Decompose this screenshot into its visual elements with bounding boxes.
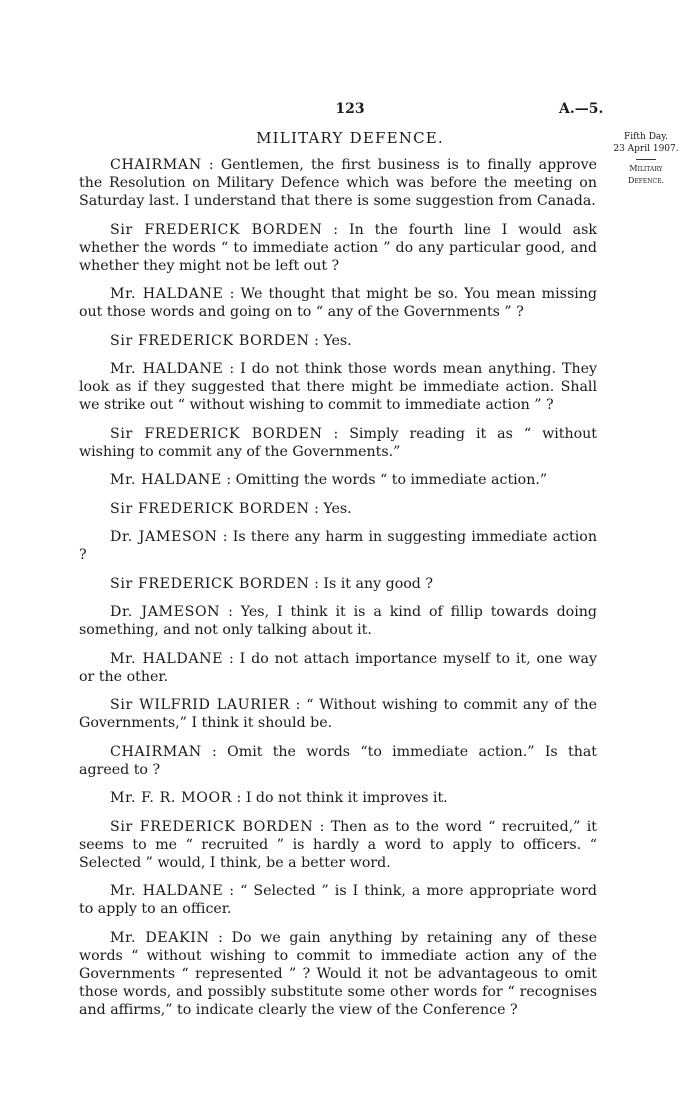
speech-text: Yes. xyxy=(323,500,352,517)
paragraph: Sir FREDERICK BORDEN : Yes. xyxy=(110,500,352,517)
paragraph: Sir FREDERICK BORDEN : In the fourth line I would ask whether the words “ to immediate action ” do any particular good, and whether they might not be left out ? xyxy=(79,221,597,274)
speaker-name: Sir WILFRID LAURIER xyxy=(110,697,290,713)
speech-text: Then as to the word “ recruited,” it seems to me “ recruited ” is hardly a word to apply to officers. “ Selected ” would, I think, be a better word. xyxy=(79,818,598,871)
speech-text: Yes. xyxy=(323,332,352,349)
speaker-name: Sir FREDERICK BORDEN xyxy=(110,425,323,442)
speech-text: I do not attach importance myself to it, one way or the other. xyxy=(79,650,597,685)
speech-text: “ Selected ” is I think, a more appropriate word to apply to an officer. xyxy=(79,883,597,917)
margin-note-topic-2: Defence. xyxy=(627,176,665,185)
paragraph: Dr. JAMESON : Yes, I think it is a kind of fillip towards doing something, and not only talking about it. xyxy=(79,604,597,638)
speaker-name: Mr. HALDANE xyxy=(110,472,222,488)
paragraph: CHAIRMAN : Omit the words “to immediate action.” Is that agreed to ? xyxy=(79,743,597,778)
paragraph: Mr. HALDANE : I do not think those words mean anything. They look as if they suggested that there might be immediate action. Shall we strike out “ without wishing to commit to immediate action ” ? xyxy=(79,361,597,413)
speaker-name: Mr. HALDANE xyxy=(110,650,224,667)
speech-text: We thought that might be so. You mean missing out those words and going on to “ any of the Governments ” ? xyxy=(79,286,597,320)
speech-text: Omit the words “to immediate action.” Is that agreed to ? xyxy=(79,743,597,778)
paragraph: Mr. F. R. MOOR : I do not think it improves it. xyxy=(110,790,448,806)
paragraph: Mr. HALDANE : We thought that might be so. You mean missing out those words and going on to “ any of the Governments ” ? xyxy=(79,286,597,320)
speaker-name: Mr. DEAKIN xyxy=(110,929,210,946)
speaker-name: Mr. HALDANE xyxy=(110,361,224,377)
margin-note-day: Fifth Day. xyxy=(623,132,669,142)
paragraph: CHAIRMAN : Gentlemen, the first business is to finally approve the Resolution on Military Defence which was before the meeting on Saturday last. I understand that there is some suggestion from Canada. xyxy=(79,157,597,209)
speech-text: Yes, I think it is a kind of fillip towards doing something, and not only talking about it. xyxy=(79,604,597,638)
speech-text: I do not think it improves it. xyxy=(245,790,448,806)
speech-text: “ Without wishing to commit any of the Governments,” I think it should be. xyxy=(79,697,597,731)
speech-text: Omitting the words “ to immediate action.” xyxy=(235,472,548,488)
margin-note-date: 23 April 1907. xyxy=(613,144,679,154)
speaker-name: Sir FREDERICK BORDEN xyxy=(110,332,310,349)
paragraph: Dr. JAMESON : Is there any harm in suggesting immediate action ? xyxy=(79,529,597,563)
speech-text: In the fourth line I would ask whether the words “ to immediate action ” do any particular good, and whether they might not be left out ? xyxy=(79,221,597,274)
speaker-name: Sir FREDERICK BORDEN xyxy=(110,575,310,592)
margin-note xyxy=(600,131,692,187)
speech-text: Gentlemen, the first business is to finally approve the Resolution on Military Defence which was before the meeting on Saturday last. I understand that there is some suggestion from Canada. xyxy=(79,157,597,209)
paragraph: Sir FREDERICK BORDEN : Is it any good ? xyxy=(110,575,434,592)
speech-text: I do not think those words mean anything. They look as if they suggested that there might be immediate action. Shall we strike out “ without wishing to commit to immediate action ” ? xyxy=(79,361,597,413)
transcript-body xyxy=(79,156,597,1029)
paragraph: Mr. DEAKIN : Do we gain anything by retaining any of these words “ without wishing to commit to immediate action any of the Governments “ represented ” ? Would it not be advantageous to omit those words, and possibly substitute some other words for “ recognises and affirms,” to indicate clearly the view of the Conference ? xyxy=(79,929,597,1018)
speaker-name: Mr. HALDANE xyxy=(110,286,224,302)
paragraph: Sir FREDERICK BORDEN : Simply reading it as “ without wishing to commit any of the Governments.” xyxy=(79,425,597,460)
speaker-name: CHAIRMAN xyxy=(110,743,202,760)
paragraph: Sir FREDERICK BORDEN : Then as to the word “ recruited,” it seems to me “ recruited ” is hardly a word to apply to officers. “ Selected ” would, I think, be a better word. xyxy=(79,818,598,871)
paragraph: Mr. HALDANE : “ Selected ” is I think, a more appropriate word to apply to an officer. xyxy=(79,883,597,917)
speaker-name: Dr. JAMESON xyxy=(110,529,218,545)
margin-note-topic-1: Military xyxy=(629,164,663,173)
section-heading: MILITARY DEFENCE. xyxy=(256,129,444,147)
speech-text: Do we gain anything by retaining any of these words “ without wishing to commit to immediate action any of the Governments “ represented ” ? Would it not be advantageous to omit those words, and possibly substitute some other words for “ recognises and affirms,” to indicate clearly the view of the Conference ? xyxy=(79,929,597,1018)
margin-note-rule xyxy=(636,159,656,160)
speaker-name: CHAIRMAN xyxy=(110,157,202,173)
page-number: 123 xyxy=(335,101,365,117)
speaker-name: Mr. F. R. MOOR xyxy=(110,790,232,806)
speech-text: Simply reading it as “ without wishing to commit any of the Governments.” xyxy=(79,425,597,460)
paragraph: Mr. HALDANE : I do not attach importance myself to it, one way or the other. xyxy=(79,650,597,685)
speaker-name: Sir FREDERICK BORDEN xyxy=(110,221,323,238)
speaker-name: Sir FREDERICK BORDEN xyxy=(110,500,310,517)
paragraph: Sir FREDERICK BORDEN : Yes. xyxy=(110,332,352,349)
document-reference: A.—5. xyxy=(559,101,604,117)
paragraph: Sir WILFRID LAURIER : “ Without wishing to commit any of the Governments,” I think it should be. xyxy=(79,697,597,731)
paragraph: Mr. HALDANE : Omitting the words “ to immediate action.” xyxy=(110,472,548,488)
speech-text: Is it any good ? xyxy=(323,575,434,592)
speaker-name: Sir FREDERICK BORDEN xyxy=(110,818,314,835)
speaker-name: Mr. HALDANE xyxy=(110,883,224,899)
speech-text: Is there any harm in suggesting immediate action ? xyxy=(79,529,597,563)
speaker-name: Dr. JAMESON xyxy=(110,604,221,620)
